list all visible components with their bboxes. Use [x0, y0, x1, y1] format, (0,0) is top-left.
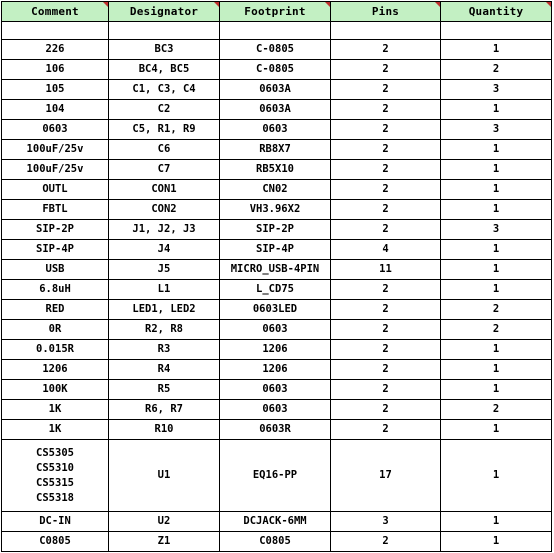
comment-line: 1K	[48, 423, 62, 435]
table-row	[2, 320, 552, 340]
table-row	[2, 440, 552, 512]
cell-quantity: 1	[441, 100, 552, 120]
table-row	[2, 360, 552, 380]
table-row	[2, 80, 552, 100]
cell-comment	[2, 280, 109, 300]
table-row	[2, 40, 552, 60]
cell-pins: 17	[331, 440, 441, 512]
table-row	[2, 340, 552, 360]
comment-line: OUTL	[42, 183, 68, 195]
table-row	[2, 160, 552, 180]
header-comment: Comment	[2, 2, 109, 22]
cell-designator: C5, R1, R9	[109, 120, 220, 140]
comment-line: 106	[45, 63, 65, 75]
comment-line: USB	[45, 263, 65, 275]
cell-designator: BC4, BC5	[109, 60, 220, 80]
cell-pins: 2	[331, 140, 441, 160]
cell-footprint: 0603	[220, 380, 331, 400]
cell-quantity: 1	[441, 360, 552, 380]
comment-line: 100uF/25v	[26, 143, 84, 155]
table-row	[2, 300, 552, 320]
cell-comment	[2, 160, 109, 180]
cell-pins: 2	[331, 180, 441, 200]
cell-designator: J1, J2, J3	[109, 220, 220, 240]
comment-line: 226	[45, 43, 65, 55]
cell-quantity: 1	[441, 440, 552, 512]
table-row	[2, 532, 552, 552]
cell-comment	[2, 140, 109, 160]
cell-quantity: 3	[441, 120, 552, 140]
header-designator: Designator	[109, 2, 220, 22]
cell-quantity: 3	[441, 220, 552, 240]
cell-quantity: 1	[441, 180, 552, 200]
cell-designator: C2	[109, 100, 220, 120]
cell-comment	[2, 120, 109, 140]
cell-designator: LED1, LED2	[109, 300, 220, 320]
cell-pins: 11	[331, 260, 441, 280]
cell-comment	[2, 360, 109, 380]
cell-quantity: 1	[441, 140, 552, 160]
cell-quantity: 1	[441, 340, 552, 360]
cell-pins: 2	[331, 360, 441, 380]
cell-designator: C7	[109, 160, 220, 180]
header-row	[2, 2, 552, 22]
cell-pins: 2	[331, 120, 441, 140]
cell-designator: R6, R7	[109, 400, 220, 420]
cell-quantity: 1	[441, 40, 552, 60]
cell-quantity: 1	[441, 240, 552, 260]
table-row	[2, 220, 552, 240]
comment-line: CS5315	[36, 476, 74, 489]
blank-cell	[2, 22, 109, 40]
comment-line: SIP-2P	[36, 223, 74, 235]
cell-footprint: CN02	[220, 180, 331, 200]
blank-row	[2, 22, 552, 40]
cell-designator: J5	[109, 260, 220, 280]
comment-line: 6.8uH	[39, 283, 71, 295]
cell-designator: U2	[109, 512, 220, 532]
cell-designator: C1, C3, C4	[109, 80, 220, 100]
cell-quantity: 1	[441, 512, 552, 532]
cell-designator: BC3	[109, 40, 220, 60]
comment-line: 0603	[42, 123, 68, 135]
cell-pins: 2	[331, 420, 441, 440]
table-row	[2, 420, 552, 440]
cell-pins: 2	[331, 80, 441, 100]
blank-cell	[220, 22, 331, 40]
cell-pins: 2	[331, 320, 441, 340]
table-row	[2, 140, 552, 160]
cell-pins: 2	[331, 532, 441, 552]
cell-pins: 2	[331, 400, 441, 420]
cell-footprint: 0603R	[220, 420, 331, 440]
table-row	[2, 512, 552, 532]
comment-line: 100uF/25v	[26, 163, 84, 175]
cell-footprint: 0603	[220, 120, 331, 140]
cell-comment	[2, 60, 109, 80]
cell-pins: 4	[331, 240, 441, 260]
cell-comment	[2, 512, 109, 532]
cell-comment	[2, 80, 109, 100]
comment-line: 1206	[42, 363, 68, 375]
cell-comment	[2, 400, 109, 420]
cell-quantity: 1	[441, 280, 552, 300]
cell-footprint: C-0805	[220, 60, 331, 80]
cell-comment	[2, 40, 109, 60]
table-row	[2, 180, 552, 200]
cell-designator: R2, R8	[109, 320, 220, 340]
cell-footprint: RB8X7	[220, 140, 331, 160]
cell-footprint: C0805	[220, 532, 331, 552]
cell-quantity: 1	[441, 260, 552, 280]
cell-comment	[2, 100, 109, 120]
cell-comment	[2, 380, 109, 400]
cell-pins: 2	[331, 220, 441, 240]
table-row	[2, 260, 552, 280]
blank-cell	[331, 22, 441, 40]
cell-quantity: 1	[441, 200, 552, 220]
cell-pins: 2	[331, 60, 441, 80]
cell-quantity: 3	[441, 80, 552, 100]
cell-pins: 2	[331, 340, 441, 360]
cell-footprint: 1206	[220, 340, 331, 360]
cell-designator: L1	[109, 280, 220, 300]
blank-cell	[109, 22, 220, 40]
table-row	[2, 380, 552, 400]
comment-line: CS5310	[36, 461, 74, 474]
cell-quantity: 2	[441, 400, 552, 420]
cell-footprint: SIP-4P	[220, 240, 331, 260]
comment-line: CS5305	[36, 446, 74, 459]
comment-line: 104	[45, 103, 65, 115]
table-row	[2, 240, 552, 260]
cell-designator: R5	[109, 380, 220, 400]
table-row	[2, 60, 552, 80]
cell-pins: 2	[331, 380, 441, 400]
cell-pins: 2	[331, 280, 441, 300]
comment-line: DC-IN	[39, 515, 71, 527]
cell-comment	[2, 420, 109, 440]
comment-line: FBTL	[42, 203, 68, 215]
cell-footprint: L_CD75	[220, 280, 331, 300]
comment-line: 0.015R	[36, 343, 74, 355]
cell-quantity: 1	[441, 380, 552, 400]
cell-quantity: 2	[441, 60, 552, 80]
cell-designator: C6	[109, 140, 220, 160]
cell-comment	[2, 300, 109, 320]
cell-quantity: 1	[441, 532, 552, 552]
cell-footprint: 0603A	[220, 100, 331, 120]
cell-footprint: VH3.96X2	[220, 200, 331, 220]
cell-footprint: 0603A	[220, 80, 331, 100]
cell-comment	[2, 220, 109, 240]
cell-footprint: EQ16-PP	[220, 440, 331, 512]
cell-footprint: 0603LED	[220, 300, 331, 320]
comment-line: 100K	[42, 383, 68, 395]
cell-footprint: 0603	[220, 320, 331, 340]
cell-designator: R4	[109, 360, 220, 380]
cell-pins: 2	[331, 160, 441, 180]
cell-quantity: 2	[441, 300, 552, 320]
header-quantity: Quantity	[441, 2, 552, 22]
comment-line: 1K	[48, 403, 62, 415]
cell-footprint: DCJACK-6MM	[220, 512, 331, 532]
comment-line: SIP-4P	[36, 243, 74, 255]
comment-line: 0R	[48, 323, 62, 335]
cell-designator: R10	[109, 420, 220, 440]
comment-line: CS5318	[36, 491, 74, 504]
cell-comment	[2, 260, 109, 280]
cell-comment	[2, 532, 109, 552]
cell-comment	[2, 180, 109, 200]
cell-footprint: 0603	[220, 400, 331, 420]
cell-footprint: SIP-2P	[220, 220, 331, 240]
cell-quantity: 2	[441, 320, 552, 340]
cell-quantity: 1	[441, 420, 552, 440]
bom-table	[1, 1, 552, 552]
blank-cell	[441, 22, 552, 40]
cell-designator: CON1	[109, 180, 220, 200]
table-row	[2, 200, 552, 220]
header-footprint: Footprint	[220, 2, 331, 22]
bom-body	[2, 22, 552, 552]
cell-designator: Z1	[109, 532, 220, 552]
cell-pins: 3	[331, 512, 441, 532]
cell-comment	[2, 200, 109, 220]
cell-pins: 2	[331, 200, 441, 220]
cell-footprint: 1206	[220, 360, 331, 380]
comment-line: RED	[45, 303, 65, 315]
cell-designator: CON2	[109, 200, 220, 220]
table-row	[2, 100, 552, 120]
comment-line: 105	[45, 83, 65, 95]
comment-line: C0805	[39, 535, 71, 547]
table-row	[2, 400, 552, 420]
cell-footprint: C-0805	[220, 40, 331, 60]
cell-pins: 2	[331, 40, 441, 60]
cell-footprint: MICRO_USB-4PIN	[220, 260, 331, 280]
cell-pins: 2	[331, 300, 441, 320]
cell-pins: 2	[331, 100, 441, 120]
table-row	[2, 120, 552, 140]
cell-comment	[2, 240, 109, 260]
cell-designator: J4	[109, 240, 220, 260]
cell-designator: U1	[109, 440, 220, 512]
table-row	[2, 280, 552, 300]
cell-comment	[2, 440, 109, 512]
cell-quantity: 1	[441, 160, 552, 180]
cell-designator: R3	[109, 340, 220, 360]
cell-footprint: RB5X10	[220, 160, 331, 180]
header-pins: Pins	[331, 2, 441, 22]
cell-comment	[2, 320, 109, 340]
cell-comment	[2, 340, 109, 360]
